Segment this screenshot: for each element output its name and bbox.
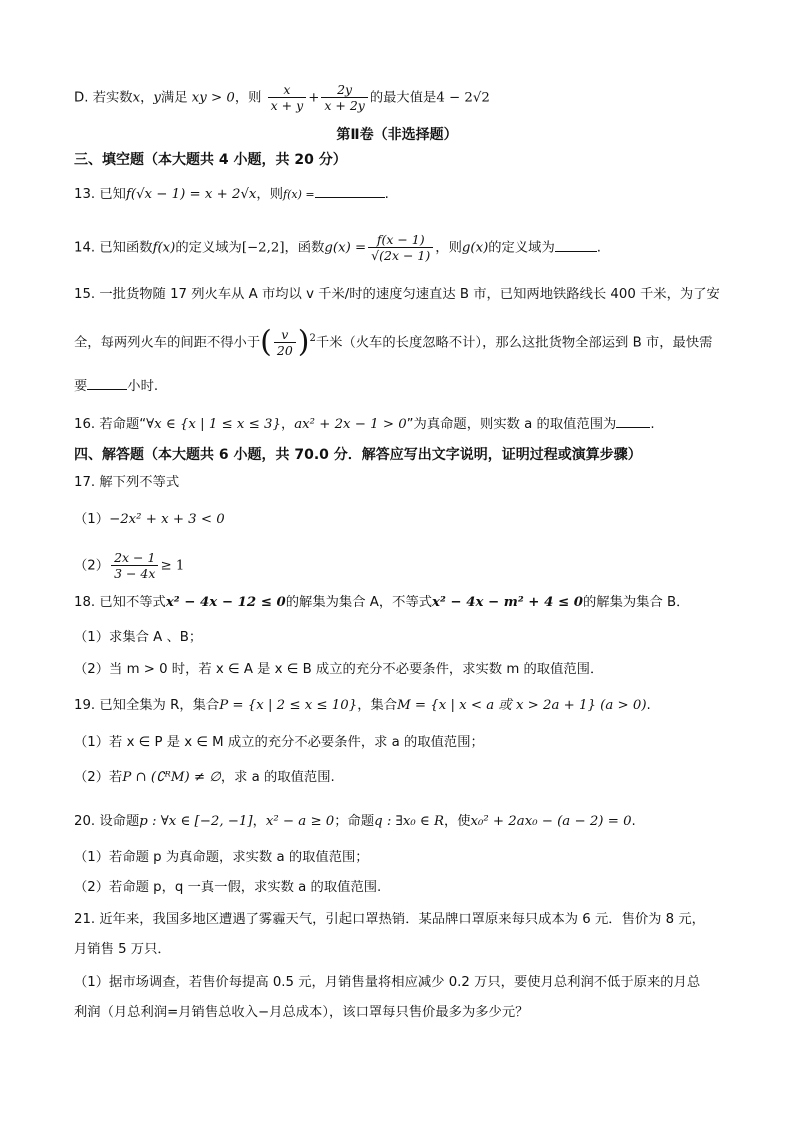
question-18-part1: （1）求集合 A 、B； bbox=[74, 630, 203, 645]
text: ， bbox=[280, 417, 295, 432]
question-19-part2 bbox=[74, 768, 720, 788]
text: . bbox=[384, 187, 389, 202]
answer-blank[interactable] bbox=[555, 237, 597, 252]
text: 19. 已知全集为 R，集合 bbox=[74, 698, 220, 713]
inequality: ax² + 2x − 1 > 0 bbox=[294, 417, 407, 432]
inequality: −2x² + x + 3 < 0 bbox=[109, 512, 225, 527]
text: 千米（火车的长度忽略不计），那么这批货物全部运到 B 市，最快需 bbox=[315, 335, 713, 351]
section3-heading: 三、填空题（本大题共 4 小题，共 20 分） bbox=[74, 152, 347, 168]
text: ，则 bbox=[256, 187, 284, 202]
text: ， bbox=[252, 814, 266, 829]
numerator: x bbox=[268, 82, 307, 98]
text: 的解集为集合 B． bbox=[582, 595, 690, 610]
text: ，集合 bbox=[357, 698, 398, 713]
max-value: 4 − 2√2 bbox=[436, 90, 490, 106]
section4-heading: 四、解答题（本大题共 6 小题，共 70.0 分．解答应写出文字说明，证明过程或演算步骤） bbox=[74, 447, 642, 463]
question-20-part2: （2）若命题 p，q 一真一假，求实数 a 的取值范围. bbox=[74, 880, 382, 895]
option-d bbox=[74, 82, 720, 113]
text: 18. 已知不等式 bbox=[74, 595, 166, 610]
question-17-part2 bbox=[74, 550, 720, 581]
question-15-line2: 全，每两列火车的间距不得小于( $\frac{v}{20}$ )$^2$千米（火车的长度忽略不计），那么这批货物全部运到 B 市，最快需 bbox=[74, 324, 713, 360]
fraction bbox=[111, 550, 158, 581]
text: . bbox=[631, 814, 636, 829]
fraction bbox=[274, 327, 296, 358]
question-19 bbox=[74, 696, 720, 716]
text: 20. 设命题 bbox=[74, 814, 140, 829]
sep: ， bbox=[140, 90, 154, 106]
formula: f(√x − 1) = x + 2√x bbox=[125, 187, 257, 202]
volume-title: 第Ⅱ卷（非选择题） bbox=[336, 127, 458, 143]
text: 14. 已知函数 bbox=[74, 240, 153, 256]
question-15-line3 bbox=[74, 375, 720, 397]
answer-blank[interactable] bbox=[87, 375, 127, 390]
question-21-part1-line2: 利润（月总利润=月销售总收入−月总成本），该口罩每只售价最多为多少元？ bbox=[74, 1005, 529, 1020]
text: 满足 bbox=[160, 90, 188, 106]
text: 要 bbox=[74, 379, 88, 394]
var-x: x bbox=[132, 90, 141, 106]
question-15-line1: 15. 一批货物随 17 列火车从 A 市均以 v 千米/时的速度匀速直达 B 市，已知两地铁路线长 400 千米，为了安 bbox=[74, 287, 720, 302]
denominator: 3 − 4x bbox=[114, 566, 156, 581]
text: 的定义域为 bbox=[488, 240, 555, 256]
question-19-part1: （1）若 x ∈ P 是 x ∈ M 成立的充分不必要条件，求 a 的取值范围； bbox=[74, 735, 484, 750]
text: 16. 若命题“ bbox=[74, 417, 147, 432]
text: 小时. bbox=[127, 379, 159, 394]
ask: f(x) = bbox=[283, 188, 315, 201]
text: . bbox=[650, 417, 655, 432]
text: 13. 已知 bbox=[74, 187, 126, 202]
plus: + bbox=[308, 90, 320, 106]
text: ；命题 bbox=[334, 814, 375, 829]
fraction bbox=[368, 232, 433, 263]
question-14 bbox=[74, 232, 720, 263]
formula: g(x) bbox=[461, 240, 489, 256]
domain: [−2,2] bbox=[241, 240, 285, 256]
set-m: M = {x | x < a 或 x > 2a + 1} (a > 0) bbox=[397, 698, 647, 713]
option-d-label: D. 若实数 bbox=[74, 90, 133, 106]
proposition-q: q : ∃x₀ ∈ R bbox=[374, 814, 444, 829]
question-21-line1: 21. 近年来，我国多地区遭遇了雾霾天气，引起口罩热销．某品牌口罩原来每只成本为 6 元．售价为 8 元， bbox=[74, 912, 705, 927]
text: 的解集为集合 A，不等式 bbox=[285, 595, 433, 610]
inequality: x² − a ≥ 0 bbox=[265, 814, 335, 829]
set: ∀x ∈ {x | 1 ≤ x ≤ 3} bbox=[146, 417, 281, 432]
question-17: 17. 解下列不等式 bbox=[74, 475, 180, 490]
condition: xy > 0 bbox=[191, 90, 235, 106]
inequality: x² − 4x − 12 ≤ 0 bbox=[165, 595, 286, 610]
equation: x₀² + 2ax₀ − (a − 2) = 0 bbox=[470, 814, 632, 829]
denominator: x + 2y bbox=[324, 98, 365, 113]
label: （1） bbox=[74, 512, 110, 527]
denominator: x + y bbox=[270, 98, 304, 113]
denominator: √(2x − 1) bbox=[371, 248, 431, 263]
numerator: f(x − 1) bbox=[368, 232, 433, 248]
text: 的定义域为 bbox=[175, 240, 242, 256]
numerator: 2y bbox=[321, 82, 368, 98]
text: ，求 a 的取值范围. bbox=[220, 770, 335, 785]
label: （2） bbox=[74, 558, 110, 574]
numerator: v bbox=[274, 327, 296, 343]
question-21-part1-line1: （1）据市场调查，若售价每提高 0.5 元，月销售量将相应减少 0.2 万只，要使月总利润不低于原来的月总 bbox=[74, 975, 701, 990]
answer-blank[interactable] bbox=[315, 183, 385, 198]
question-18 bbox=[74, 593, 720, 613]
text: ，函数 bbox=[284, 240, 325, 256]
answer-blank[interactable] bbox=[616, 413, 650, 428]
text: . bbox=[596, 240, 601, 256]
fraction-1 bbox=[268, 82, 307, 113]
fraction-2 bbox=[321, 82, 368, 113]
text: ”为真命题，则实数 a 的取值范围为 bbox=[406, 417, 617, 432]
relation: ≥ 1 bbox=[160, 558, 185, 574]
denominator: 20 bbox=[276, 342, 293, 358]
formula: f(x) bbox=[152, 240, 176, 256]
text: （2）若 bbox=[74, 770, 123, 785]
text: 全，每两列火车的间距不得小于 bbox=[74, 335, 261, 351]
var-y: y bbox=[153, 90, 161, 106]
set-p: P = {x | 2 ≤ x ≤ 10} bbox=[219, 698, 358, 713]
question-18-part2: （2）当 m > 0 时，若 x ∈ A 是 x ∈ B 成立的充分不必要条件，求实数 m 的取值范围． bbox=[74, 662, 604, 677]
question-20 bbox=[74, 812, 720, 832]
text: ，则 bbox=[234, 90, 262, 106]
proposition-p: p : ∀x ∈ [−2, −1] bbox=[139, 814, 253, 829]
question-16 bbox=[74, 413, 720, 435]
numerator: 2x − 1 bbox=[111, 550, 158, 566]
formula: g(x) = bbox=[324, 240, 367, 256]
question-13 bbox=[74, 183, 720, 205]
exponent: 2 bbox=[309, 333, 316, 344]
text: ，使 bbox=[443, 814, 471, 829]
inequality: x² − 4x − m² + 4 ≤ 0 bbox=[432, 595, 583, 610]
text: ，则 bbox=[435, 240, 462, 256]
question-17-part1 bbox=[74, 510, 720, 530]
question-21-line2: 月销售 5 万只． bbox=[74, 942, 171, 957]
text: . bbox=[646, 698, 651, 713]
text: 的最大值是 bbox=[369, 90, 437, 106]
question-20-part1: （1）若命题 p 为真命题，求实数 a 的取值范围； bbox=[74, 850, 369, 865]
formula: P ∩ (∁ᴿM) ≠ ∅ bbox=[122, 770, 221, 785]
